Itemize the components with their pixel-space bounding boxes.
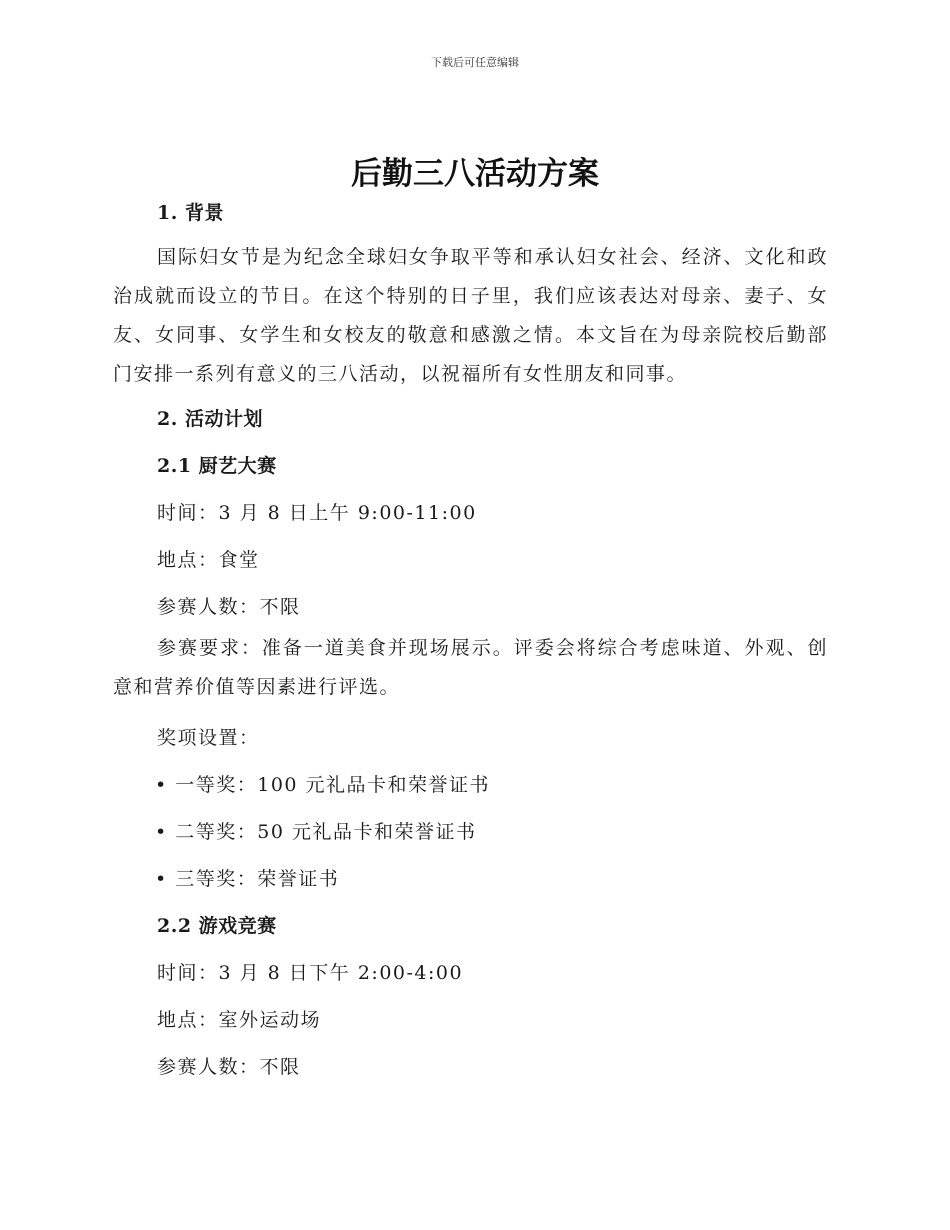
cooking-requirements: 参赛要求：准备一道美食并现场展示。评委会将综合考虑味道、外观、创意和营养价值等因素进行评选。 [113, 637, 828, 698]
subsection-heading-cooking: 2.1 厨艺大赛 [157, 455, 277, 477]
award-item: • 二等奖：50 元礼品卡和荣誉证书 [155, 821, 477, 843]
cooking-awards-label: 奖项设置： [157, 727, 260, 749]
cooking-participants: 参赛人数：不限 [157, 596, 301, 618]
games-time: 时间：3 月 8 日下午 2:00-4:00 [157, 962, 464, 984]
document-title: 后勤三八活动方案 [351, 156, 599, 192]
cooking-location: 地点：食堂 [157, 549, 260, 571]
award-item: • 三等奖：荣誉证书 [155, 868, 340, 890]
page-header: 下载后可任意编辑 [431, 56, 519, 69]
background-paragraph: 国际妇女节是为纪念全球妇女争取平等和承认妇女社会、经济、文化和政治成就而设立的节日。在这个特别的日子里，我们应该表达对母亲、妻子、女友、女同事、女学生和女校友的敬意和感激之情。本文旨在为母亲院校后勤部门安排一系列有意义的三八活动，以祝福所有女性朋友和同事。 [113, 246, 828, 385]
section-heading-background: 1. 背景 [157, 202, 224, 224]
games-participants: 参赛人数：不限 [157, 1056, 301, 1078]
cooking-time: 时间：3 月 8 日上午 9:00-11:00 [157, 502, 477, 524]
subsection-heading-games: 2.2 游戏竞赛 [157, 915, 277, 937]
award-item: • 一等奖：100 元礼品卡和荣誉证书 [155, 774, 491, 796]
section-heading-plan: 2. 活动计划 [157, 408, 263, 430]
games-location: 地点：室外运动场 [157, 1009, 322, 1031]
